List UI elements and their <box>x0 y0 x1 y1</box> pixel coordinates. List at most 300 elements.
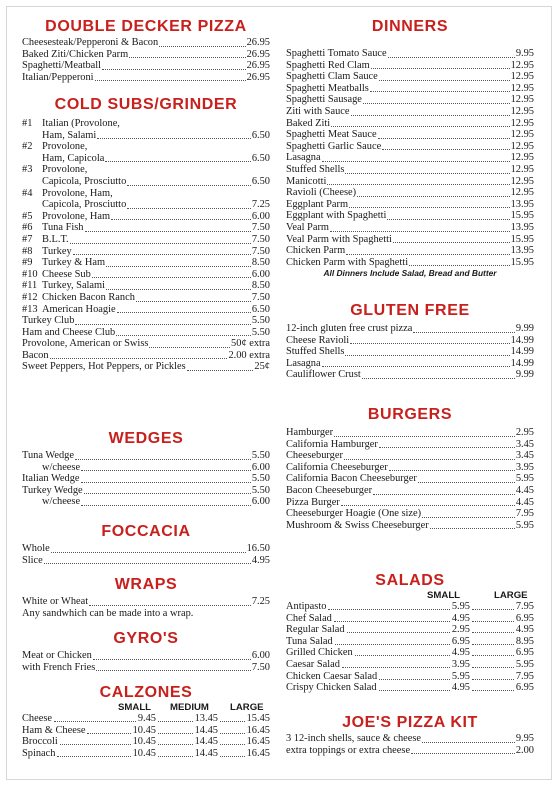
item-price: 13.95 <box>510 198 534 210</box>
menu-item <box>286 106 534 118</box>
item-name: Bacon Cheeseburger <box>286 484 373 496</box>
menu-item <box>22 596 270 608</box>
item-price: 9.95 <box>515 48 534 59</box>
item-name: Chicken Bacon Ranch <box>42 291 135 303</box>
item-number: #2 <box>22 141 33 153</box>
dot-leader <box>44 563 251 564</box>
item-name: Turkey Club <box>22 315 75 327</box>
item-name: Cauliflower Crust <box>286 369 361 381</box>
item-name: Manicotti <box>286 175 327 187</box>
item-price: 26.95 <box>246 37 270 48</box>
item-price: 6.00 <box>251 210 270 222</box>
item-name: Crispy Chicken Salad <box>286 682 377 694</box>
item-price: 6.00 <box>251 496 270 508</box>
price-small: 2.95 <box>451 624 470 636</box>
item-number: #1 <box>22 118 33 129</box>
menu-item <box>22 246 270 258</box>
dot-leader <box>158 744 193 745</box>
item-name: Grilled Chicken <box>286 647 353 659</box>
dot-leader <box>389 470 515 471</box>
item-name: Turkey, Salami <box>42 280 106 292</box>
item-price: 2.95 <box>515 427 534 438</box>
dot-leader <box>97 138 251 139</box>
item-name: Ham & Cheese <box>22 724 86 736</box>
item-price: 7.50 <box>251 291 270 303</box>
dot-leader <box>413 332 514 333</box>
price-small: 10.45 <box>132 747 156 759</box>
dot-leader <box>388 57 515 58</box>
menu-item <box>22 450 270 462</box>
menu-item-first-line <box>22 118 270 130</box>
section-title: SALADS <box>375 572 445 589</box>
item-price: 26.95 <box>246 48 270 60</box>
menu-item <box>286 199 534 211</box>
dot-leader <box>472 621 514 622</box>
item-name: Cheeseburger <box>286 450 343 462</box>
item-price: 14.99 <box>510 334 534 346</box>
dot-leader <box>87 733 131 734</box>
dot-leader <box>92 277 251 278</box>
item-price: 12.95 <box>510 152 534 164</box>
item-price: 5.95 <box>515 473 534 485</box>
item-name: Spinach <box>22 747 56 759</box>
price-large: 16.45 <box>246 724 270 736</box>
menu-item <box>286 83 534 95</box>
double-decker-pizza-section <box>22 18 270 83</box>
item-name: California Hamburger <box>286 438 378 450</box>
item-price: 13.95 <box>510 221 534 233</box>
dot-leader <box>472 667 514 668</box>
dinners-section <box>286 18 534 279</box>
price-large: 7.95 <box>515 601 534 612</box>
gyros-section <box>22 630 270 673</box>
item-name: Tuna Salad <box>286 635 333 647</box>
item-name: Provolone, Ham <box>42 210 111 222</box>
calzone-size-headers <box>22 702 270 713</box>
dot-leader <box>327 184 509 185</box>
item-price: 12.95 <box>510 187 534 199</box>
item-price: 8.50 <box>251 257 270 269</box>
menu-item <box>286 141 534 153</box>
dot-leader <box>346 254 509 255</box>
menu-item <box>286 234 534 246</box>
dot-leader <box>422 517 515 518</box>
menu-item <box>286 671 534 683</box>
dot-leader <box>350 343 509 344</box>
dot-leader <box>127 208 251 209</box>
section-title: JOE'S PIZZA KIT <box>342 714 478 731</box>
dot-leader <box>85 231 251 232</box>
dot-leader <box>363 103 510 104</box>
dot-leader <box>345 355 509 356</box>
price-medium: 13.45 <box>194 713 218 724</box>
item-name: Turkey Wedge <box>22 484 83 496</box>
item-name: Cheesesteak/Pepperoni & Bacon <box>22 37 159 48</box>
item-name: Italian Wedge <box>22 473 80 485</box>
dot-leader <box>95 80 246 81</box>
item-price: 12.95 <box>510 175 534 187</box>
item-price: 7.50 <box>251 661 270 673</box>
dot-leader <box>75 459 251 460</box>
dot-leader <box>411 753 515 754</box>
item-name: California Bacon Cheeseburger <box>286 473 417 485</box>
price-small: 5.95 <box>451 670 470 682</box>
menu-item <box>22 462 270 474</box>
item-name: Ham and Cheese Club <box>22 326 116 338</box>
dot-leader <box>75 324 250 325</box>
item-price: 2.00 <box>515 744 534 756</box>
size-header-small: SMALL <box>118 702 152 713</box>
menu-item <box>22 37 270 49</box>
price-large: 8.95 <box>515 635 534 647</box>
item-price: 7.50 <box>251 222 270 234</box>
item-name: Cheese Ravioli <box>286 334 350 346</box>
item-name: Whole <box>22 543 50 554</box>
item-number: #6 <box>22 222 33 234</box>
menu-item <box>22 49 270 61</box>
menu-item <box>22 60 270 72</box>
menu-item <box>22 748 270 760</box>
item-number: #4 <box>22 187 33 199</box>
menu-item <box>22 725 270 737</box>
menu-item <box>22 153 270 165</box>
dot-leader <box>355 655 450 656</box>
menu-item <box>22 199 270 211</box>
item-name: American Hoagie <box>42 303 116 315</box>
menu-item <box>286 129 534 141</box>
menu-item <box>286 485 534 497</box>
dot-leader <box>54 721 136 722</box>
price-small: 3.95 <box>451 658 470 670</box>
item-name: Baked Ziti <box>286 117 331 129</box>
dot-leader <box>472 609 514 610</box>
menu-item <box>286 48 534 60</box>
item-price: 3.95 <box>515 461 534 473</box>
item-name: Capicola, Prosciutto <box>42 175 127 187</box>
menu-item <box>286 245 534 257</box>
menu-item <box>22 222 270 234</box>
item-name: Spaghetti Clam Sauce <box>286 71 378 83</box>
price-large: 7.95 <box>515 670 534 682</box>
price-small: 10.45 <box>132 736 156 748</box>
item-price: 14.99 <box>510 357 534 369</box>
menu-item <box>286 439 534 451</box>
item-price: 25¢ <box>254 361 270 373</box>
dot-leader <box>220 756 245 757</box>
item-name: Tuna Wedge <box>22 450 74 461</box>
menu-item <box>22 292 270 304</box>
item-number: #5 <box>22 210 33 222</box>
dot-leader <box>220 733 245 734</box>
item-name: Ziti with Sauce <box>286 105 350 117</box>
dot-leader <box>335 644 450 645</box>
item-price: 4.45 <box>515 484 534 496</box>
item-name: Chef Salad <box>286 612 332 624</box>
menu-item <box>286 71 534 83</box>
item-number: #3 <box>22 164 33 176</box>
dot-leader <box>187 370 254 371</box>
item-name: Capicola, Prosciutto <box>42 199 127 211</box>
gluten-free-section <box>286 302 534 381</box>
item-name: Spaghetti Meat Sauce <box>286 129 377 141</box>
item-price: 2.00 extra <box>228 349 270 361</box>
dot-leader <box>379 80 510 81</box>
item-name: Meat or Chicken <box>22 650 92 661</box>
dot-leader <box>220 721 245 722</box>
item-name: Sweet Peppers, Hot Peppers, or Pickles <box>22 361 186 373</box>
size-header-medium: MEDIUM <box>170 702 209 713</box>
item-name: Baked Ziti/Chicken Parm <box>22 48 129 60</box>
wraps-note: Any sandwhich can be made into a wrap. <box>22 607 194 619</box>
item-number: #7 <box>22 233 33 245</box>
item-price: 12.95 <box>510 163 534 175</box>
menu-item <box>286 164 534 176</box>
item-price: 50¢ extra <box>231 338 270 350</box>
menu-item <box>286 613 534 625</box>
price-small: 10.45 <box>132 724 156 736</box>
item-name: 12-inch gluten free crust pizza <box>286 323 413 334</box>
menu-item <box>286 427 534 439</box>
dot-leader <box>129 57 245 58</box>
price-large: 6.95 <box>515 682 534 694</box>
dot-leader <box>345 173 509 174</box>
item-name: Stuffed Shells <box>286 163 345 175</box>
dot-leader <box>373 494 515 495</box>
item-price: 4.45 <box>515 496 534 508</box>
item-name: Spaghetti Sausage <box>286 94 362 106</box>
item-name: Tuna Fish <box>42 222 84 234</box>
item-name: Caesar Salad <box>286 658 340 670</box>
menu-item <box>286 647 534 659</box>
item-name: Ham, Salami <box>42 129 97 141</box>
dot-leader <box>81 470 251 471</box>
dot-leader <box>81 482 251 483</box>
item-price: 15.95 <box>510 233 534 245</box>
menu-item <box>286 462 534 474</box>
dot-leader <box>341 505 515 506</box>
dot-leader <box>106 266 251 267</box>
item-number: #8 <box>22 245 33 257</box>
item-price: 6.50 <box>251 152 270 164</box>
item-name: Cheese <box>22 713 53 724</box>
item-name: Ravioli (Cheese) <box>286 187 357 199</box>
dot-leader <box>50 358 228 359</box>
menu-item <box>286 335 534 347</box>
menu-item <box>286 152 534 164</box>
dot-leader <box>357 196 509 197</box>
item-name: Lasagna <box>286 152 321 164</box>
item-price: 7.25 <box>251 596 270 607</box>
menu-item <box>286 497 534 509</box>
price-small: 6.95 <box>451 635 470 647</box>
dot-leader <box>159 46 245 47</box>
price-small: 4.95 <box>451 612 470 624</box>
salads-section <box>286 572 534 694</box>
item-name-line1: Italian (Provolone, <box>42 118 120 129</box>
item-price: 5.95 <box>515 519 534 531</box>
section-title: DINNERS <box>371 18 449 35</box>
item-price: 7.95 <box>515 508 534 520</box>
dot-leader <box>60 744 131 745</box>
item-name: B.L.T. <box>42 233 69 245</box>
price-medium: 14.45 <box>194 747 218 759</box>
item-price: 14.99 <box>510 346 534 358</box>
menu-item <box>286 222 534 234</box>
item-name: Spaghetti/Meatball <box>22 60 102 72</box>
item-name: Lasagna <box>286 357 321 369</box>
item-price: 26.95 <box>246 60 270 72</box>
dot-leader <box>73 254 251 255</box>
dot-leader <box>322 366 510 367</box>
dot-leader <box>111 219 251 220</box>
price-large: 6.95 <box>515 647 534 659</box>
dot-leader <box>344 459 515 460</box>
size-header-small: SMALL <box>427 590 461 601</box>
dot-leader <box>349 207 510 208</box>
menu-item <box>286 745 534 757</box>
item-name: California Cheeseburger <box>286 461 388 473</box>
dot-leader <box>379 679 450 680</box>
menu-item <box>286 473 534 485</box>
dot-leader <box>328 609 450 610</box>
dot-leader <box>472 644 514 645</box>
menu-item <box>22 280 270 292</box>
item-number: #13 <box>22 303 38 315</box>
menu-item <box>286 659 534 671</box>
menu-item <box>22 350 270 362</box>
item-name: Spaghetti Tomato Sauce <box>286 48 387 59</box>
item-price: 6.50 <box>251 129 270 141</box>
menu-item <box>22 555 270 567</box>
menu-item <box>286 450 534 462</box>
item-name: with French Fries <box>22 661 96 673</box>
price-small: 5.95 <box>451 601 470 612</box>
menu-item <box>286 601 534 613</box>
dot-leader <box>84 493 251 494</box>
burgers-section <box>286 406 534 531</box>
item-price: 12.95 <box>510 140 534 152</box>
item-name: Ham, Capicola <box>42 152 105 164</box>
item-name: extra toppings or extra cheese <box>286 744 411 756</box>
menu-item-first-line <box>22 188 270 200</box>
menu-item <box>286 636 534 648</box>
menu-item <box>22 662 270 674</box>
menu-item <box>22 543 270 555</box>
cold-subs-section <box>22 96 270 373</box>
menu-item <box>286 210 534 222</box>
menu-item <box>22 650 270 662</box>
item-name: w/cheese <box>42 496 81 508</box>
dot-leader <box>472 632 514 633</box>
dot-leader <box>472 655 514 656</box>
calzones-section <box>22 684 270 759</box>
dot-leader <box>51 552 246 553</box>
dot-leader <box>430 528 515 529</box>
dot-leader <box>379 447 515 448</box>
item-name: Chicken Parm <box>286 245 346 257</box>
price-large: 5.95 <box>515 658 534 670</box>
menu-item <box>286 323 534 335</box>
dot-leader <box>105 161 250 162</box>
item-name-line1: Provolone, <box>42 141 88 153</box>
menu-item <box>22 234 270 246</box>
dot-leader <box>351 115 510 116</box>
dot-leader <box>158 733 193 734</box>
foccacia-section <box>22 523 270 566</box>
dot-leader <box>422 742 515 743</box>
item-price: 5.50 <box>251 315 270 327</box>
menu-item <box>286 369 534 381</box>
menu-item <box>286 358 534 370</box>
item-name: Antipasto <box>286 601 327 612</box>
menu-item <box>22 130 270 142</box>
item-name: Hamburger <box>286 427 334 438</box>
item-number: #11 <box>22 280 38 292</box>
menu-item <box>286 176 534 188</box>
dot-leader <box>220 744 245 745</box>
price-medium: 14.45 <box>194 724 218 736</box>
item-name-line1: Provolone, Ham, <box>42 187 113 199</box>
menu-item <box>286 346 534 358</box>
dot-leader <box>106 289 251 290</box>
item-name-line1: Provolone, <box>42 164 88 176</box>
item-price: 12.95 <box>510 105 534 117</box>
wedges-section <box>22 430 270 508</box>
dot-leader <box>382 149 509 150</box>
item-name: Veal Parm with Spaghetti <box>286 233 392 245</box>
item-name: Mushroom & Swiss Cheeseburger <box>286 519 429 531</box>
dot-leader <box>370 91 510 92</box>
item-price: 8.50 <box>251 280 270 292</box>
item-name: Bacon <box>22 349 49 361</box>
dinners-note: All Dinners Include Salad, Bread and Butter <box>323 268 497 279</box>
menu-item <box>22 338 270 350</box>
wraps-section <box>22 576 270 619</box>
dot-leader <box>334 436 515 437</box>
item-name: Italian/Pepperoni <box>22 71 94 83</box>
item-name: Pizza Burger <box>286 496 340 508</box>
dot-leader <box>116 335 251 336</box>
menu-item <box>22 496 270 508</box>
menu-item <box>22 211 270 223</box>
dot-leader <box>371 68 510 69</box>
section-title: FOCCACIA <box>101 523 191 540</box>
item-price: 4.95 <box>251 554 270 566</box>
size-header-large: LARGE <box>494 590 528 601</box>
item-name: Chicken Caesar Salad <box>286 670 378 682</box>
item-price: 9.99 <box>515 369 534 381</box>
item-name: Eggplant Parm <box>286 198 349 210</box>
item-name: Spaghetti Red Clam <box>286 59 370 71</box>
dot-leader <box>331 126 509 127</box>
dot-leader <box>378 138 510 139</box>
price-small: 4.95 <box>451 682 470 694</box>
price-large: 4.95 <box>515 624 534 636</box>
item-name: 3 12-inch shells, sauce & cheese <box>286 733 422 744</box>
menu-item <box>22 713 270 725</box>
menu-item <box>286 520 534 532</box>
section-title: GYRO'S <box>113 630 179 647</box>
item-price: 12.95 <box>510 129 534 141</box>
dot-leader <box>96 670 251 671</box>
dot-leader <box>127 185 251 186</box>
item-name: Spaghetti Garlic Sauce <box>286 140 382 152</box>
item-price: 12.95 <box>510 59 534 71</box>
item-number: #10 <box>22 268 38 280</box>
menu-item <box>286 118 534 130</box>
item-number: #9 <box>22 257 33 269</box>
item-name: Stuffed Shells <box>286 346 345 358</box>
